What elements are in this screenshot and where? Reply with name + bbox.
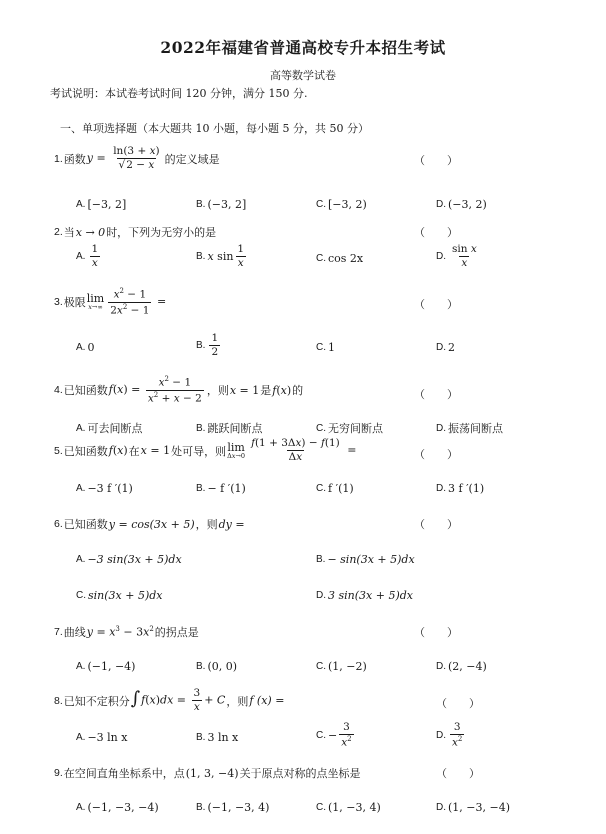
math-expression: $y = x^3 - 3x^2$ (86, 625, 154, 639)
math-expression: x = 1 (140, 444, 171, 458)
option-text: − f ′(1) (207, 482, 246, 495)
option-c (316, 801, 381, 814)
option-d (436, 482, 484, 495)
question-number: 7. (54, 626, 63, 638)
math-expression: lim Δx→0 $\frac{f(1 + 3\Delta x) - f(1)}{\Delta x}$ = (227, 437, 357, 464)
option-text: (−3, 2] (207, 198, 247, 211)
question-6 (54, 516, 245, 532)
question-stem: 已知不定积分 (63, 694, 130, 708)
option-text: −3 f ′(1) (87, 482, 133, 495)
option-letter: A. (76, 422, 86, 434)
question-stem: 极限 (63, 296, 86, 310)
option-letter: A. (76, 251, 86, 263)
math-expression: x = 1 (229, 383, 260, 397)
option-letter: B. (196, 340, 206, 352)
option-letter: C. (316, 199, 326, 210)
option-letter: A. (76, 802, 86, 813)
question-number: 4. (54, 384, 63, 397)
option-text: 3 sin(3x + 5)dx (328, 589, 413, 602)
option-d (436, 341, 455, 354)
option-a (76, 420, 142, 436)
option-text: (1, −2) (328, 660, 367, 673)
question-stem: 在空间直角坐标系中，点 (63, 767, 185, 780)
answer-blank: （ ） (436, 697, 480, 710)
option-text: − sin(3x + 5)dx (327, 553, 415, 566)
option-text: 跳跃间断点 (207, 422, 263, 435)
option-d: D. $\frac{\text{sin x}}{x}$ (436, 243, 477, 270)
option-letter: B. (196, 422, 206, 434)
option-letter: B. (196, 802, 206, 813)
option-letter: C. (316, 342, 326, 353)
option-text: 3 ln x (207, 731, 239, 744)
question-number: 5. (54, 444, 63, 457)
math-expression: f(x) = $\frac{x^2 - 1}{x^2 + x - 2}$ (108, 375, 202, 405)
question-stem: 已知函数 (63, 518, 108, 531)
option-c (316, 660, 367, 673)
question-stem: 处可导，则 (171, 444, 227, 458)
question-stem: 在 (128, 444, 140, 458)
option-text: (2, −4) (448, 660, 487, 673)
exam-title: 2022年福建省普通高校专升本招生考试 (160, 38, 446, 57)
option-text: f ′(1) (328, 482, 354, 495)
question-8 (54, 688, 284, 713)
question-stem: 是 (260, 384, 272, 398)
exam-subtitle: 高等数学试卷 (270, 69, 336, 82)
math-expression: f(x) (272, 383, 292, 397)
option-text: [−3, 2] (87, 198, 127, 211)
option-c (316, 252, 363, 265)
option-letter: D. (436, 422, 446, 434)
option-d (316, 589, 413, 602)
math-expression: ∫f(x)dx = $\frac{3}{x}$ + C (130, 687, 226, 714)
option-text: (−1, −3, −4) (87, 801, 159, 814)
answer-blank: （ ） (436, 767, 480, 780)
question-stem: 的定义域是 (164, 152, 220, 166)
option-text: 可去间断点 (87, 422, 143, 435)
option-letter: B. (196, 199, 206, 210)
option-letter: C. (316, 422, 326, 434)
option-text: (0, 0) (207, 660, 238, 673)
question-9 (54, 765, 361, 781)
question-1 (54, 146, 220, 171)
question-stem: 当 (63, 226, 75, 239)
option-letter: D. (436, 251, 446, 263)
math-expression: y = $\frac{\ln(3 + x)}{√2 - x}$ (86, 145, 160, 172)
option-letter: D. (436, 483, 446, 494)
option-b (196, 801, 269, 814)
option-letter: D. (436, 661, 446, 672)
option-c (316, 420, 383, 436)
option-letter: C. (76, 590, 86, 601)
option-text: [−3, 2) (328, 198, 367, 211)
question-stem: 函数 (63, 152, 86, 166)
option-c (316, 482, 354, 495)
question-7 (54, 624, 199, 640)
question-number: 8. (54, 694, 63, 707)
option-a (76, 198, 126, 211)
option-letter: A. (76, 342, 86, 353)
math-expression: (1, 3, −4) (185, 766, 239, 780)
option-a (76, 482, 133, 495)
question-stem: 已知函数 (63, 384, 108, 398)
option-d: D. $\frac{3}{x^2}$ (436, 721, 463, 749)
question-stem: ，则 (195, 518, 218, 531)
option-a (76, 341, 94, 354)
option-letter: B. (316, 554, 326, 565)
option-text: (−1, −3, 4) (207, 801, 270, 814)
option-letter: A. (76, 483, 86, 494)
option-d (436, 420, 503, 436)
option-letter: C. (316, 661, 326, 672)
option-text: (−1, −4) (87, 660, 136, 673)
option-text: − (328, 728, 338, 742)
option-letter: C. (316, 729, 326, 741)
math-expression: x → 0 (75, 225, 106, 239)
option-b (316, 553, 415, 566)
option-letter: C. (316, 483, 326, 494)
option-letter: A. (76, 554, 86, 565)
option-c (316, 341, 335, 354)
option-letter: C. (316, 802, 326, 813)
option-letter: D. (316, 590, 326, 601)
math-expression: lim x→∞ $\frac{x^2 - 1}{2x^2 - 1}$ = (86, 287, 167, 317)
option-letter: D. (436, 802, 446, 813)
option-b (196, 660, 237, 673)
question-number: 6. (54, 518, 63, 530)
option-b (196, 482, 246, 495)
option-text: sin(3x + 5)dx (88, 589, 163, 602)
option-b: B. $\frac{1}{2}$ (196, 332, 219, 359)
math-expression: f (x) = (249, 694, 285, 708)
question-stem: 曲线 (63, 626, 86, 639)
option-a (76, 553, 182, 566)
option-letter: B. (196, 251, 206, 263)
answer-blank: （ ） (414, 298, 458, 311)
option-text: (−3, 2) (448, 198, 487, 211)
option-letter: A. (76, 732, 86, 743)
option-text: (1, −3, −4) (448, 801, 510, 814)
option-text: −3 ln x (87, 731, 128, 744)
question-number: 1. (54, 152, 63, 165)
option-text: cos 2x (328, 252, 364, 265)
option-b: B. x sin $\frac{1}{x}$ (196, 243, 245, 270)
question-number: 2. (54, 226, 63, 238)
option-b (196, 198, 246, 211)
option-text: 2 (448, 341, 455, 354)
option-a (76, 731, 127, 744)
option-d (436, 801, 510, 814)
option-d (436, 660, 487, 673)
answer-blank: （ ） (414, 388, 458, 401)
question-3 (54, 288, 166, 316)
option-text: 无穷间断点 (328, 422, 383, 435)
question-stem: 时，下列为无穷小的是 (106, 226, 217, 239)
answer-blank: （ ） (414, 154, 458, 167)
option-text: (1, −3, 4) (328, 801, 381, 814)
question-number: 9. (54, 767, 63, 779)
option-text: 3 f ′(1) (448, 482, 485, 495)
exam-instructions: 考试说明：本试卷考试时间 120 分钟，满分 150 分. (50, 87, 308, 100)
question-4 (54, 376, 303, 404)
question-number: 3. (54, 296, 63, 309)
answer-blank: （ ） (414, 448, 458, 461)
option-b (196, 731, 238, 744)
option-letter: B. (196, 732, 206, 743)
option-letter: A. (76, 199, 86, 210)
question-stem: 的拐点是 (154, 626, 199, 639)
option-a (76, 660, 135, 673)
option-letter: D. (436, 729, 446, 741)
option-text: −3 sin(3x + 5)dx (87, 553, 182, 566)
option-b (196, 420, 262, 436)
option-letter: A. (76, 661, 86, 672)
option-letter: D. (436, 199, 446, 210)
question-stem: 的 (292, 384, 304, 398)
question-stem: 关于原点对称的点坐标是 (239, 767, 361, 780)
option-c (316, 198, 367, 211)
option-letter: B. (196, 661, 206, 672)
question-5 (54, 438, 356, 463)
question-stem: 已知函数 (63, 444, 108, 458)
option-c (76, 589, 163, 602)
question-2 (54, 224, 216, 240)
option-letter: D. (436, 342, 446, 353)
answer-blank: （ ） (414, 226, 458, 239)
math-expression: y = cos(3x + 5) (108, 517, 195, 531)
question-stem: ，则 (226, 694, 249, 708)
math-expression: f(x) (108, 444, 128, 458)
option-letter: B. (196, 483, 206, 494)
option-a (76, 801, 159, 814)
option-d (436, 198, 487, 211)
answer-blank: （ ） (414, 518, 458, 531)
math-expression: dy = (218, 517, 245, 531)
section-title: 一、单项选择题（本大题共 10 小题，每小题 5 分，共 50 分） (60, 122, 369, 135)
option-text: 振荡间断点 (448, 422, 503, 435)
option-letter: C. (316, 253, 326, 264)
answer-blank: （ ） (414, 626, 458, 639)
option-text: 0 (87, 341, 95, 354)
option-a: A. $\frac{1}{x}$ (76, 243, 99, 270)
question-stem: ，则 (206, 384, 229, 398)
option-c: C. − $\frac{3}{x^2}$ (316, 721, 352, 749)
option-text: 1 (328, 341, 335, 354)
